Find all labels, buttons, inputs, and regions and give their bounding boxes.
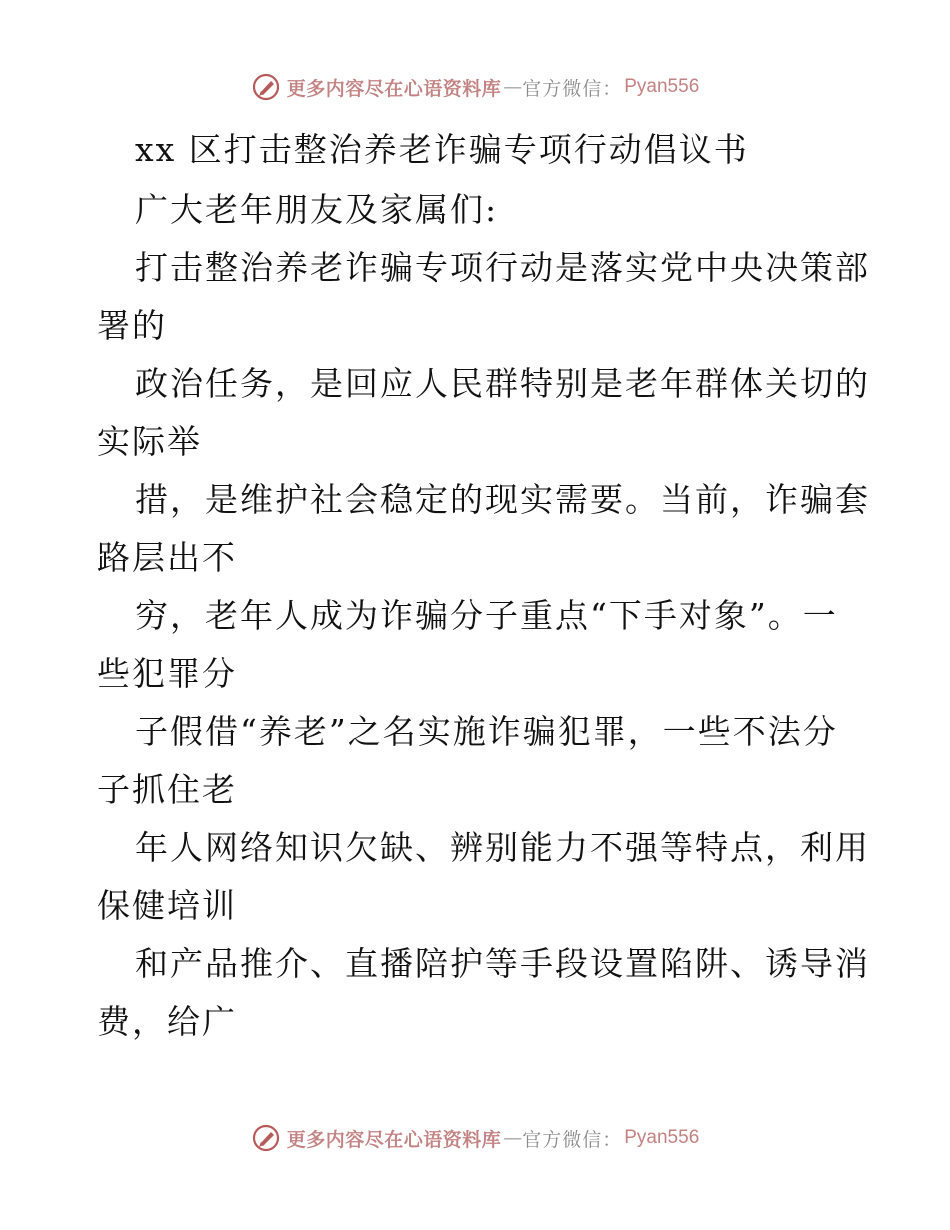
paragraph-line: 打击整治养老诈骗专项行动是落实党中央决策部	[135, 248, 870, 287]
watermark-dash: —	[503, 76, 521, 98]
paragraph-line: 措，是维护社会稳定的现实需要。当前，诈骗套	[135, 480, 870, 519]
paragraph-line: 子抓住老	[97, 770, 237, 809]
paragraph-line: 和产品推介、直播陪护等手段设置陷阱、诱导消	[135, 944, 870, 983]
watermark-site-text: 更多内容尽在心语资料库	[286, 77, 502, 100]
paragraph-line: 保健培训	[97, 886, 237, 925]
paragraph-line: 实际举	[97, 422, 202, 461]
salutation: 广大老年朋友及家属们:	[135, 190, 499, 229]
watermark-contact-label: 官方微信：	[522, 77, 623, 100]
watermark-site-text: 更多内容尽在心语资料库	[286, 1128, 502, 1151]
watermark-contact-label: 官方微信：	[522, 1128, 623, 1151]
document-title: xx 区打击整治养老诈骗专项行动倡议书	[135, 130, 749, 169]
paragraph-line: 署的	[97, 306, 167, 345]
watermark-contact-id: Pyan556	[624, 1127, 700, 1148]
paragraph-line: 年人网络知识欠缺、辨别能力不强等特点，利用	[135, 828, 870, 867]
paragraph-line: 子假借“养老”之名实施诈骗犯罪，一些不法分	[135, 712, 838, 751]
paragraph-line: 穷，老年人成为诈骗分子重点“下手对象”。一	[135, 596, 838, 635]
paragraph-line: 费，给广	[97, 1002, 237, 1041]
pen-logo-icon	[251, 1123, 281, 1153]
paragraph-line: 些犯罪分	[97, 654, 237, 693]
watermark-contact-id: Pyan556	[624, 76, 700, 97]
footer-watermark-banner	[0, 1123, 950, 1153]
paragraph-line: 政治任务，是回应人民群特别是老年群体关切的	[135, 364, 870, 403]
pen-logo-icon	[251, 72, 281, 102]
header-watermark-banner	[0, 72, 950, 102]
paragraph-line: 路层出不	[97, 538, 237, 577]
watermark-dash: —	[503, 1127, 521, 1149]
